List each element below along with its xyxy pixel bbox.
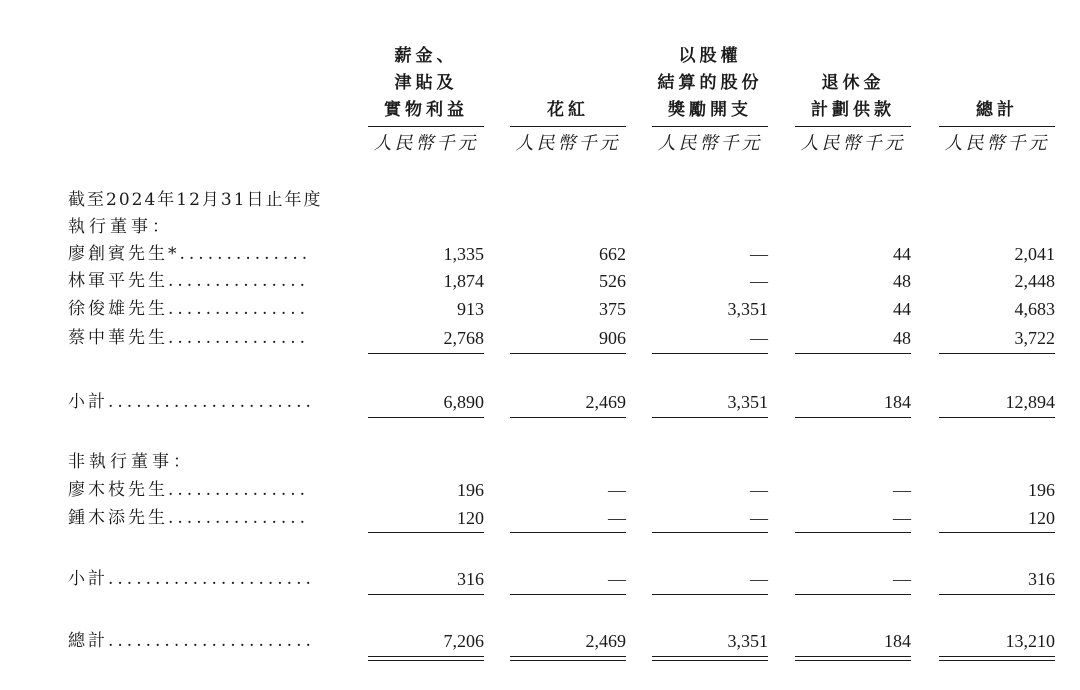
header-rule — [510, 126, 626, 127]
cell-value: 48 — [893, 271, 911, 291]
cell-value: 196 — [457, 480, 484, 500]
sum-rule — [652, 353, 768, 354]
cell-value: — — [608, 508, 626, 528]
section-heading: 非執行董事： — [68, 452, 194, 472]
cell-value: 3,351 — [727, 631, 768, 651]
header-rule — [795, 126, 911, 127]
cell-value: 44 — [893, 299, 911, 319]
section-heading: 執行董事： — [68, 217, 173, 237]
cell-value: 12,894 — [1005, 392, 1055, 412]
unit-label: 人民幣千元 — [657, 133, 763, 154]
cell-value: — — [750, 271, 768, 291]
double-rule — [510, 656, 626, 661]
column-header-salaries — [368, 43, 484, 124]
sum-rule — [510, 532, 626, 533]
row-label: 鍾木添先生............... — [68, 508, 310, 528]
cell-value: 3,351 — [727, 299, 768, 319]
header-line: 獎勵開支 — [668, 100, 752, 120]
sum-rule — [368, 594, 484, 595]
sum-rule — [510, 353, 626, 354]
cell-value: 2,041 — [1014, 244, 1055, 264]
header-line: 津貼及 — [394, 73, 458, 93]
cell-value: 13,210 — [1005, 631, 1055, 651]
cell-value: — — [750, 328, 768, 348]
cell-value: — — [750, 480, 768, 500]
unit-label: 人民幣千元 — [800, 133, 906, 154]
cell-value: 120 — [1028, 508, 1055, 528]
unit-label: 人民幣千元 — [373, 133, 479, 154]
header-line: 實物利益 — [384, 100, 468, 120]
sum-rule — [368, 532, 484, 533]
cell-value: 184 — [884, 631, 911, 651]
cell-value: 2,469 — [585, 392, 626, 412]
cell-value: 6,890 — [443, 392, 484, 412]
header-line: 薪金、 — [394, 46, 458, 66]
unit-label: 人民幣千元 — [944, 133, 1050, 154]
sum-rule — [368, 353, 484, 354]
header-line: 退休金 — [821, 73, 885, 93]
column-header-share-award — [648, 43, 772, 124]
sum-rule — [510, 417, 626, 418]
cell-value: 662 — [599, 244, 626, 264]
cell-value: 2,768 — [443, 328, 484, 348]
cell-value: 120 — [457, 508, 484, 528]
double-rule — [368, 656, 484, 661]
header-line: 花紅 — [547, 100, 589, 120]
header-rule — [939, 126, 1055, 127]
cell-value: 3,351 — [727, 392, 768, 412]
cell-value: 913 — [457, 299, 484, 319]
row-label: 林軍平先生............... — [68, 271, 310, 291]
cell-value: 196 — [1028, 480, 1055, 500]
cell-value: 316 — [1028, 569, 1055, 589]
sum-rule — [795, 417, 911, 418]
cell-value: — — [750, 569, 768, 589]
sum-rule — [795, 532, 911, 533]
sum-rule — [510, 594, 626, 595]
row-label: 蔡中華先生............... — [68, 328, 310, 348]
cell-value: 44 — [893, 244, 911, 264]
cell-value: 316 — [457, 569, 484, 589]
row-label: 總計...................... — [68, 631, 315, 651]
column-header-total — [939, 97, 1055, 124]
header-line: 總計 — [976, 100, 1018, 120]
cell-value: 3,722 — [1014, 328, 1055, 348]
header-rule — [652, 126, 768, 127]
double-rule — [795, 656, 911, 661]
cell-value: 375 — [599, 299, 626, 319]
header-line: 結算的股份 — [657, 73, 763, 93]
cell-value: 526 — [599, 271, 626, 291]
period-label: 截至2024年12月31日止年度 — [68, 190, 323, 210]
header-line: 計劃供款 — [811, 100, 895, 120]
sum-rule — [939, 353, 1055, 354]
sum-rule — [652, 417, 768, 418]
cell-value: 1,335 — [443, 244, 484, 264]
row-label: 小計...................... — [68, 569, 315, 589]
cell-value: 906 — [599, 328, 626, 348]
sum-rule — [939, 532, 1055, 533]
sum-rule — [652, 594, 768, 595]
cell-value: — — [750, 244, 768, 264]
row-label: 廖創賓先生*.............. — [68, 244, 312, 264]
column-header-pension — [795, 70, 911, 124]
cell-value: — — [608, 480, 626, 500]
sum-rule — [939, 417, 1055, 418]
cell-value: 2,448 — [1014, 271, 1055, 291]
cell-value: — — [608, 569, 626, 589]
cell-value: 7,206 — [443, 631, 484, 651]
cell-value: — — [893, 508, 911, 528]
unit-label: 人民幣千元 — [515, 133, 621, 154]
row-label: 徐俊雄先生............... — [68, 299, 310, 319]
row-label: 廖木枝先生............... — [68, 480, 310, 500]
sum-rule — [652, 532, 768, 533]
cell-value: — — [893, 569, 911, 589]
column-header-bonus — [510, 97, 626, 124]
sum-rule — [368, 417, 484, 418]
double-rule — [939, 656, 1055, 661]
sum-rule — [939, 594, 1055, 595]
sum-rule — [795, 594, 911, 595]
header-line: 以股權 — [678, 46, 742, 66]
double-rule — [652, 656, 768, 661]
cell-value: 4,683 — [1014, 299, 1055, 319]
header-rule — [368, 126, 484, 127]
cell-value: 1,874 — [443, 271, 484, 291]
cell-value: — — [750, 508, 768, 528]
sum-rule — [795, 353, 911, 354]
cell-value: 184 — [884, 392, 911, 412]
cell-value: — — [893, 480, 911, 500]
row-label: 小計...................... — [68, 392, 315, 412]
cell-value: 48 — [893, 328, 911, 348]
cell-value: 2,469 — [585, 631, 626, 651]
